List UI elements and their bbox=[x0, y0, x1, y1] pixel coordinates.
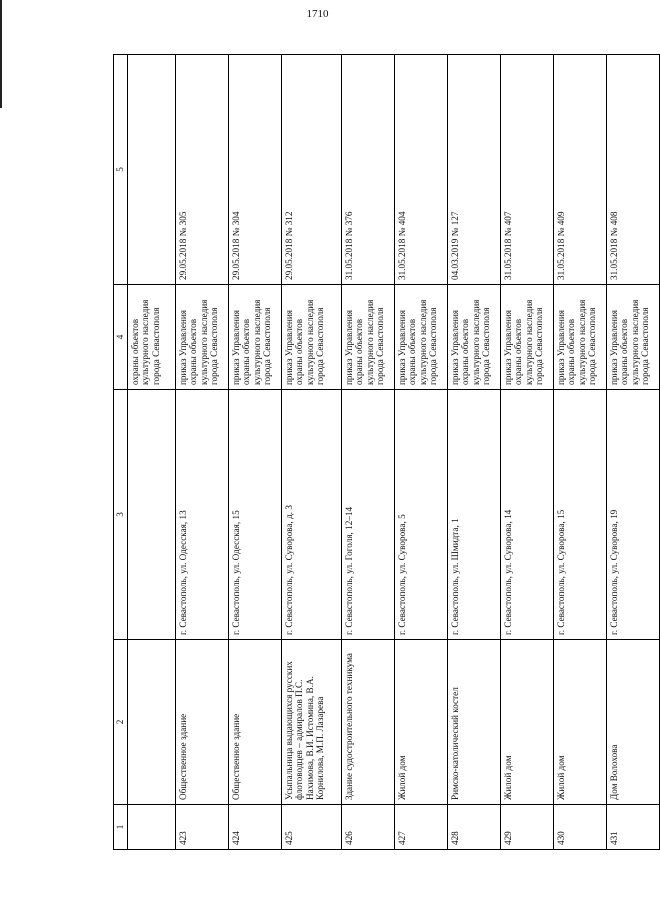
table-row bbox=[606, 55, 659, 850]
cell-doc-type: приказ Управления охраны объектов культурного наследия города Севастополя bbox=[175, 285, 228, 390]
cell-doc-ref: 31.05.2018 № 409 bbox=[553, 55, 606, 285]
rotated-table-frame bbox=[113, 55, 651, 850]
column-header: 1 bbox=[114, 805, 128, 850]
cell-doc-type: приказ Управления охраны объектов культурного наследия города Севастополя bbox=[553, 285, 606, 390]
cell-number: 428 bbox=[447, 805, 500, 850]
cell-name: Общественное здание bbox=[175, 640, 228, 805]
table-row bbox=[228, 55, 281, 850]
cell-name: Дом Волохова bbox=[606, 640, 659, 805]
cell-doc-type: приказ Управления охраны объектов культурного наследия города Севастополя bbox=[447, 285, 500, 390]
cell-address bbox=[127, 390, 175, 640]
cell-doc-ref: 31.05.2018 № 407 bbox=[500, 55, 553, 285]
cell-name: Римско-католический костел bbox=[447, 640, 500, 805]
cell-address: г. Севастополь, ул. Суворова, 5 bbox=[394, 390, 447, 640]
heritage-registry-table bbox=[113, 54, 660, 850]
cell-doc-ref: 31.05.2018 № 404 bbox=[394, 55, 447, 285]
column-header: 3 bbox=[114, 390, 128, 640]
cell-number bbox=[127, 805, 175, 850]
cell-name: Общественное здание bbox=[228, 640, 281, 805]
table-row bbox=[341, 55, 394, 850]
cell-doc-type: приказ Управления охраны объектов культурного наследия города Севастополя bbox=[341, 285, 394, 390]
cell-doc-ref bbox=[127, 55, 175, 285]
cell-doc-type: приказ Управления охраны объектов культурного наследия города Севастополя bbox=[394, 285, 447, 390]
table-header-row bbox=[114, 55, 128, 850]
cell-number: 425 bbox=[281, 805, 341, 850]
cell-name: Усыпальница выдающихся русских флотоводцев – адмиралов П.С. Нахимова, В.И. Истомина, В.А. Корнилова, М.П. Лазарева bbox=[281, 640, 341, 805]
table-row bbox=[175, 55, 228, 850]
cell-number: 431 bbox=[606, 805, 659, 850]
cell-address: г. Севастополь, ул. Гоголя, 12–14 bbox=[341, 390, 394, 640]
table-row bbox=[281, 55, 341, 850]
continuation-row bbox=[127, 55, 175, 850]
cell-number: 429 bbox=[500, 805, 553, 850]
cell-doc-ref: 29.05.2018 № 312 bbox=[281, 55, 341, 285]
column-header: 2 bbox=[114, 640, 128, 805]
cell-doc-ref: 29.05.2018 № 305 bbox=[175, 55, 228, 285]
table-row bbox=[447, 55, 500, 850]
cell-doc-ref: 31.05.2018 № 408 bbox=[606, 55, 659, 285]
cell-doc-type: приказ Управления охраны объектов культурного наследия города Севастополя bbox=[500, 285, 553, 390]
cell-doc-ref: 29.05.2018 № 304 bbox=[228, 55, 281, 285]
table-row bbox=[553, 55, 606, 850]
cell-address: г. Севастополь, ул. Суворова, 15 bbox=[553, 390, 606, 640]
cell-name: Жилой дом bbox=[500, 640, 553, 805]
cell-number: 426 bbox=[341, 805, 394, 850]
cell-address: г. Севастополь, ул. Одесская, 13 bbox=[175, 390, 228, 640]
cell-number: 423 bbox=[175, 805, 228, 850]
cell-doc-type: приказ Управления охраны объектов культурного наследия города Севастополя bbox=[281, 285, 341, 390]
cell-number: 427 bbox=[394, 805, 447, 850]
cell-name: Жилой дом bbox=[553, 640, 606, 805]
cell-doc-type: приказ Управления охраны объектов культурного наследия города Севастополя bbox=[606, 285, 659, 390]
cell-name: Здание судостроительного техникума bbox=[341, 640, 394, 805]
cell-doc-ref: 04.03.2019 № 127 bbox=[447, 55, 500, 285]
cell-number: 424 bbox=[228, 805, 281, 850]
margin-bar bbox=[0, 0, 2, 108]
cell-doc-ref: 31.05.2018 № 376 bbox=[341, 55, 394, 285]
table-row bbox=[394, 55, 447, 850]
cell-name bbox=[127, 640, 175, 805]
cell-address: г. Севастополь, ул. Суворова, д. 3 bbox=[281, 390, 341, 640]
page-number: 1710 bbox=[306, 8, 329, 20]
cell-address: г. Севастополь, ул. Суворова, 19 bbox=[606, 390, 659, 640]
cell-address: г. Севастополь, ул. Шмидта, 1 bbox=[447, 390, 500, 640]
column-header: 5 bbox=[114, 55, 128, 285]
cell-name: Жилой дом bbox=[394, 640, 447, 805]
cell-doc-type: охраны объектов культурного наследия города Севастополя bbox=[127, 285, 175, 390]
cell-address: г. Севастополь, ул. Одесская, 15 bbox=[228, 390, 281, 640]
cell-address: г. Севастополь, ул. Суворова, 14 bbox=[500, 390, 553, 640]
cell-number: 430 bbox=[553, 805, 606, 850]
cell-doc-type: приказ Управления охраны объектов культурного наследия города Севастополя bbox=[228, 285, 281, 390]
table-row bbox=[500, 55, 553, 850]
column-header: 4 bbox=[114, 285, 128, 390]
